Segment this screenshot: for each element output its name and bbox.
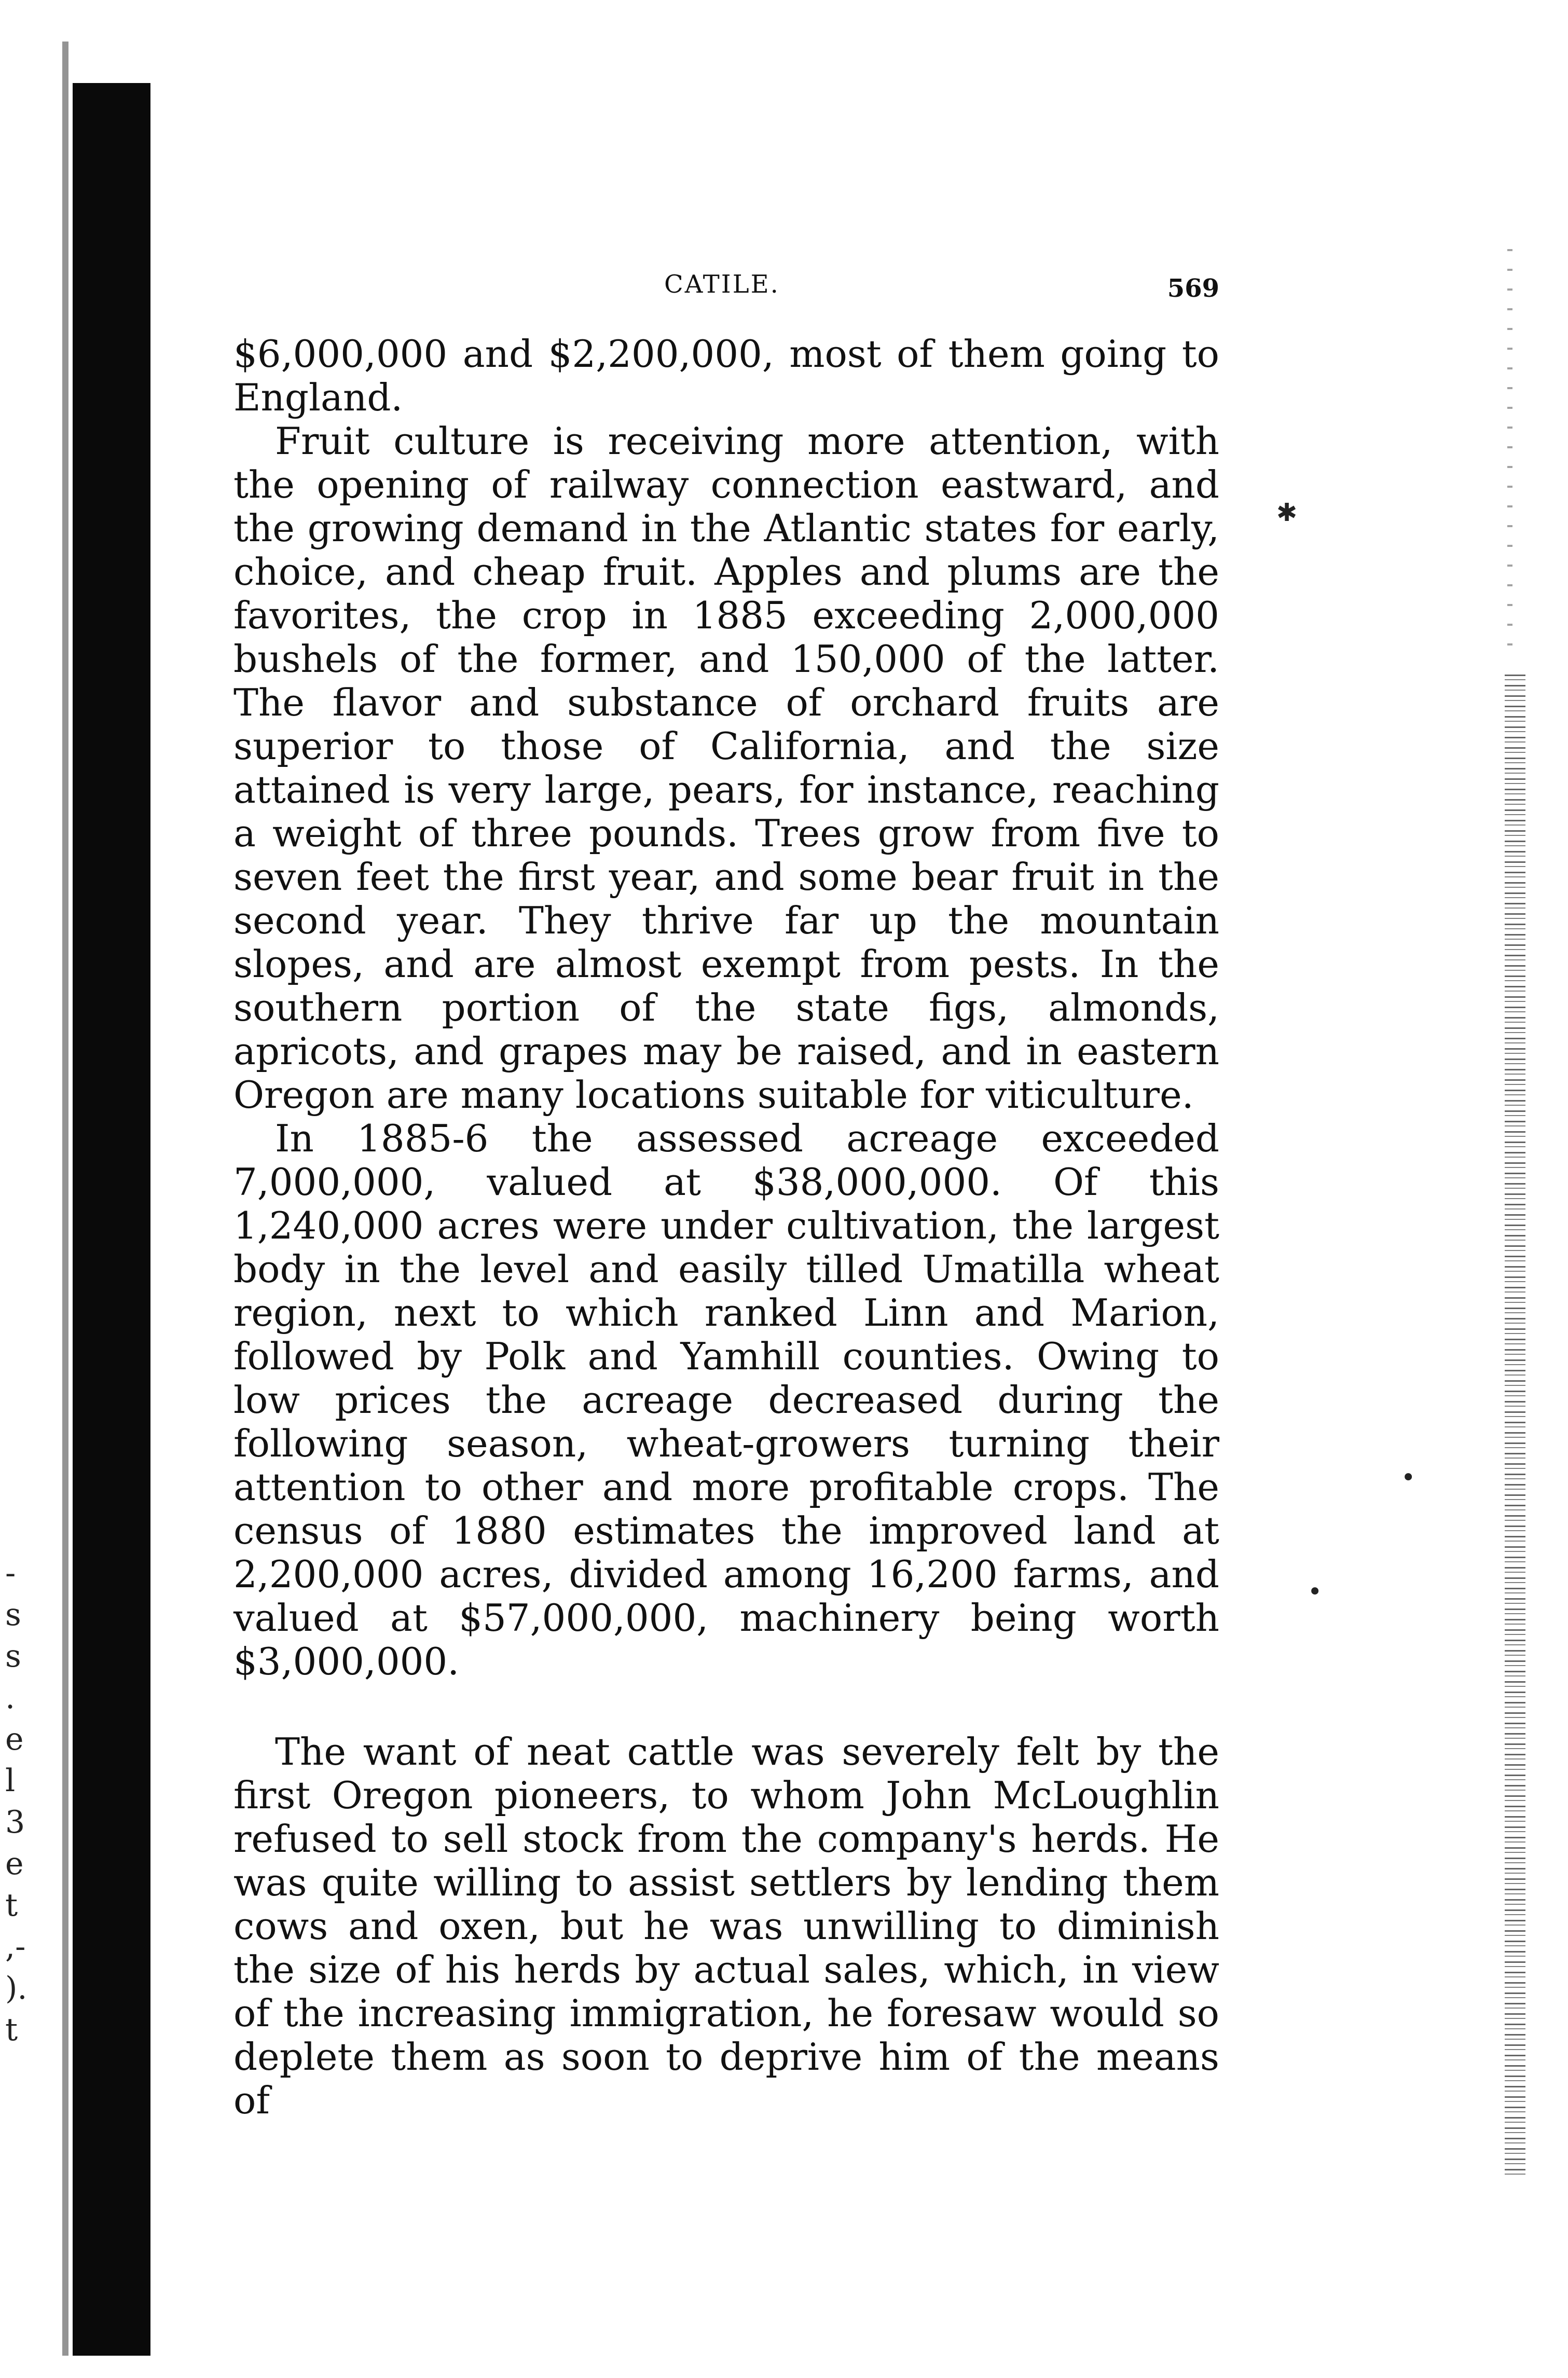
page-number: 569 [1167,274,1219,303]
margin-fragment: t [5,2012,18,2048]
paragraph-fruit-culture: Fruit culture is receiving more attention, with the opening of railway connection eastward, and the growing demand in the Atlantic states for early, choice, and cheap fruit. Apples and plums are the favorites, the crop in 1885 exceeding 2,000,000 bushels of the former, and 150,000 of the latter. The flavor and substance of orchard fruits are superior to those of California, and the size attained is very large, pears, for instance, reaching a weight of three pounds. Trees grow from five to seven feet the first year, and some bear fruit in the second year. They thrive far up the mountain slopes, and are almost exempt from pests. In the southern portion of the state figs, almonds, apricots, and grapes may be raised, and in eastern Oregon are many locations suitable for viticulture. [233,419,1219,1117]
margin-fragment: s [5,1638,21,1674]
scan-noise-top [1507,249,1512,654]
stray-mark: • [1401,1463,1416,1492]
book-binding-strip [73,83,150,2356]
margin-fragment: e [5,1721,24,1757]
binding-edge-shadow [62,42,68,2356]
margin-fragment: - [5,1555,16,1591]
margin-fragment: t [5,1887,18,1923]
page-header [233,270,1219,311]
margin-fragment: . [5,1680,16,1716]
margin-fragment: ,- [5,1929,26,1965]
margin-fragment: ). [5,1970,27,2006]
scan-noise-edge [1505,675,1525,2179]
margin-fragment: 3 [5,1804,25,1840]
margin-fragment: e [5,1846,24,1882]
section-break [233,1683,1219,1730]
body-text [233,332,1219,2122]
margin-fragment: s [5,1597,21,1633]
paragraph-continuation: $6,000,000 and $2,200,000, most of them going to England. [233,332,1219,419]
running-head: CATILE. [664,270,780,299]
paragraph-acreage: In 1885-6 the assessed acreage exceeded 7,000,000, valued at $38,000,000. Of this 1,240,000 acres were under cultivation, the largest body in the level and easily tilled Umatilla wheat region, next to which ranked Linn and Marion, followed by Polk and Yamhill counties. Owing to low prices the acreage decreased during the following season, wheat-growers turning their attention to other and more profitable crops. The census of 1880 estimates the improved land at 2,200,000 acres, divided among 16,200 farms, and valued at $57,000,000, machinery being worth $3,000,000. [233,1117,1219,1683]
paragraph-cattle: The want of neat cattle was severely felt by the first Oregon pioneers, to whom John McLoughlin refused to sell stock from the company's herds. He was quite willing to assist settlers by lending them cows and oxen, but he was unwilling to diminish the size of his herds by actual sales, which, in view of the increasing immigration, he foresaw would so deplete them as soon to deprive him of the means of [233,1730,1219,2122]
stray-mark: ✱ [1276,498,1298,527]
stray-mark: • [1308,1577,1323,1606]
margin-fragment: l [5,1763,16,1799]
